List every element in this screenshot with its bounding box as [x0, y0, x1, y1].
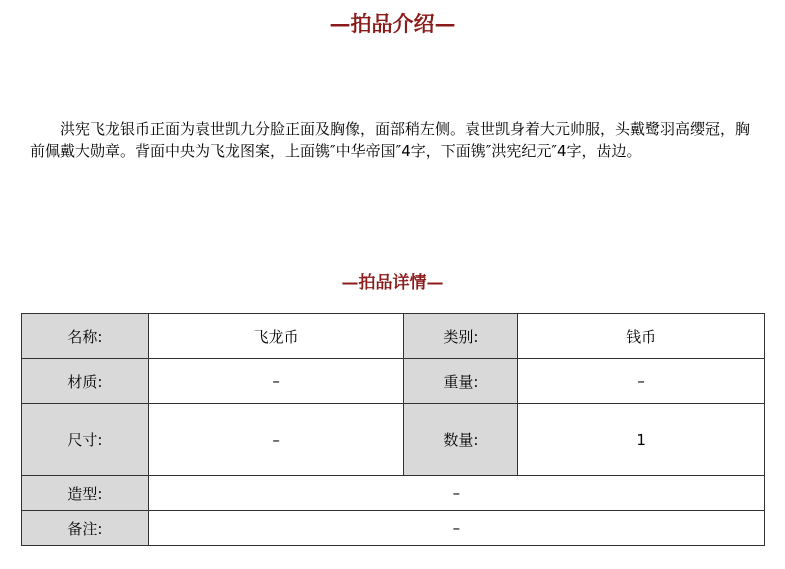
weight-value: –	[518, 359, 765, 404]
material-value: –	[148, 359, 404, 404]
weight-label: 重量:	[404, 359, 518, 404]
size-label: 尺寸:	[22, 404, 149, 476]
material-label: 材质:	[22, 359, 149, 404]
table-row	[22, 314, 765, 359]
table-row	[22, 476, 765, 511]
details-table	[21, 313, 765, 546]
shape-value: –	[148, 476, 764, 511]
name-value: 飞龙币	[148, 314, 404, 359]
table-row	[22, 359, 765, 404]
remarks-label: 备注:	[22, 511, 149, 546]
table-row	[22, 404, 765, 476]
details-section-title: —拍品详情—	[341, 273, 444, 293]
quantity-value: 1	[518, 404, 765, 476]
remarks-value: –	[148, 511, 764, 546]
intro-section-title: —拍品介绍—	[329, 11, 456, 36]
size-value: –	[148, 404, 404, 476]
category-value: 钱币	[518, 314, 765, 359]
table-row	[22, 511, 765, 546]
quantity-label: 数量:	[404, 404, 518, 476]
category-label: 类别:	[404, 314, 518, 359]
shape-label: 造型:	[22, 476, 149, 511]
name-label: 名称:	[22, 314, 149, 359]
intro-description: 洪宪飞龙银币正面为袁世凯九分脸正面及胸像，面部稍左侧。袁世凯身着大元帅服，头戴鹭羽高缨冠，胸前佩戴大勋章。背面中央为飞龙图案，上面镌″中华帝国″4字，下面镌″洪宪纪元″4字，齿边。	[30, 120, 751, 160]
